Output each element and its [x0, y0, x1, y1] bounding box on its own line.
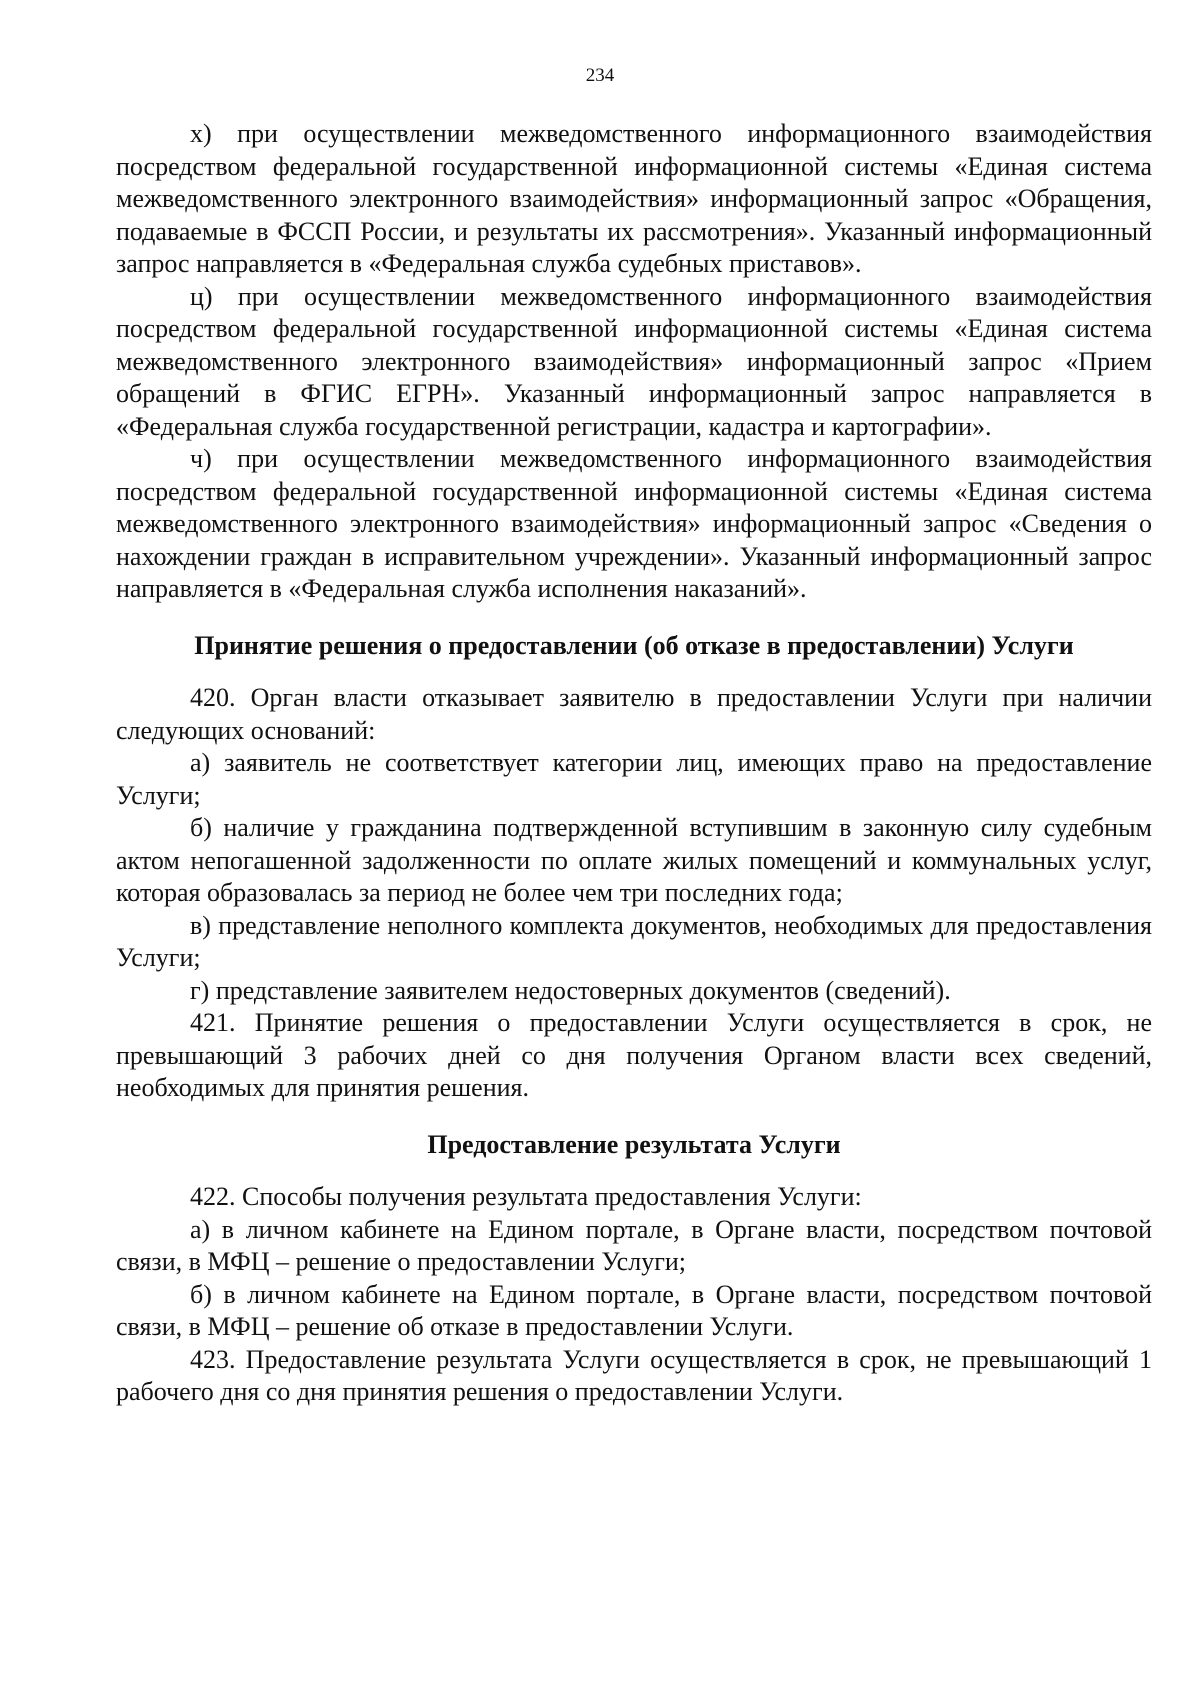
paragraph-421: 421. Принятие решения о предоставлении Услуги осуществляется в срок, не превышающий 3 рабочих дней со дня получения Органом власти всех сведений, необходимых для принятия решения. [116, 1008, 1152, 1102]
paragraph-ts: ц) при осуществлении межведомственного информационного взаимодействия посредством федеральной государственной информационной системы «Единая система межведомственного электронного взаимодействия» информационный запрос «Прием обращений в ФГИС ЕГРН». Указанный информационный запрос направляется в «Федеральная служба государственной регистрации, кадастра и картографии». [116, 281, 1152, 441]
document-body [116, 118, 1152, 1409]
paragraph-kh: х) при осуществлении межведомственного информационного взаимодействия посредством федеральной государственной информационной системы «Единая система межведомственного электронного взаимодействия» информационный запрос «Обращения, подаваемые в ФССП России, и результаты их рассмотрения». Указанный информационный запрос направляется в «Федеральная служба судебных приставов». [116, 119, 1152, 278]
paragraph-420: 420. Орган власти отказывает заявителю в предоставлении Услуги при наличии следующих оснований: [116, 683, 1152, 745]
page-number: 234 [585, 65, 615, 86]
paragraph-422-b: б) в личном кабинете на Едином портале, в Органе власти, посредством почтовой связи, в МФЦ – решение об отказе в предоставлении Услуги. [116, 1279, 1152, 1341]
section-heading-result: Предоставление результата Услуги [427, 1129, 841, 1159]
paragraph-423: 423. Предоставление результата Услуги осуществляется в срок, не превышающий 1 рабочего дня со дня принятия решения о предоставлении Услуги. [116, 1344, 1152, 1406]
paragraph-420-g: г) представление заявителем недостоверных документов (сведений). [190, 975, 951, 1005]
paragraph-422-a: а) в личном кабинете на Едином портале, в Органе власти, посредством почтовой связи, в МФЦ – решение о предоставлении Услуги; [116, 1214, 1152, 1276]
paragraph-420-b: б) наличие у гражданина подтвержденной вступившим в законную силу судебным актом непогашенной задолженности по оплате жилых помещений и коммунальных услуг, которая образовалась за период не более чем три последних года; [116, 813, 1152, 907]
paragraph-420-v: в) представление неполного комплекта документов, необходимых для предоставления Услуги; [116, 910, 1152, 972]
paragraph-420-a: а) заявитель не соответствует категории лиц, имеющих право на предоставление Услуги; [116, 748, 1152, 810]
paragraph-422: 422. Способы получения результата предоставления Услуги: [190, 1182, 862, 1211]
paragraph-ch: ч) при осуществлении межведомственного информационного взаимодействия посредством федеральной государственной информационной системы «Единая система межведомственного электронного взаимодействия» информационный запрос «Сведения о нахождении граждан в исправительном учреждении». Указанный информационный запрос направляется в «Федеральная служба исполнения наказаний». [116, 444, 1152, 603]
section-heading-decision: Принятие решения о предоставлении (об отказе в предоставлении) Услуги [194, 630, 1074, 660]
